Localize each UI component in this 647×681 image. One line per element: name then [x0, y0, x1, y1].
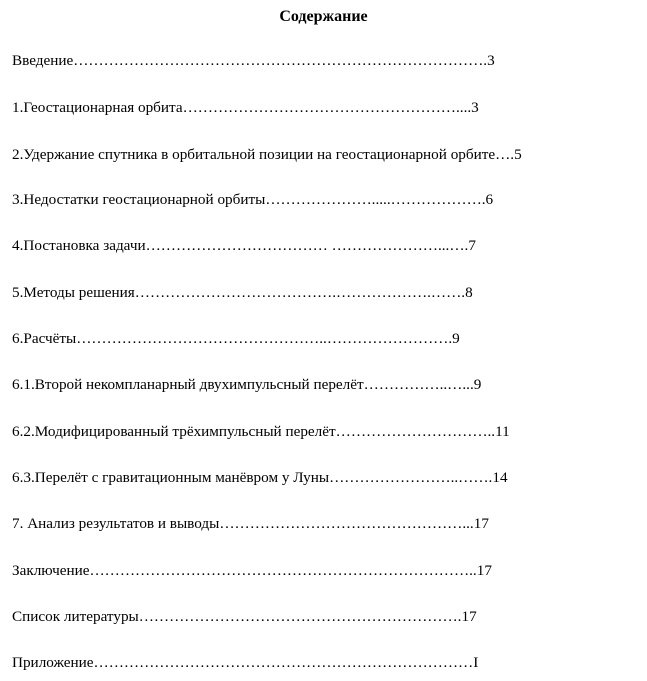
toc-entry-text: 7. Анализ результатов и выводы…………………………………………...17 — [12, 515, 489, 532]
toc-entry-text: 4.Постановка задачи……………………………… …………………...….7 — [12, 237, 476, 254]
toc-entry-6-2 — [12, 422, 510, 442]
toc-entry-text: Введение……………………………………………………………………….3 — [12, 52, 495, 69]
toc-entry-drawbacks — [12, 190, 493, 210]
toc-entry-text: 6.1.Второй некомпланарный двухимпульсный перелёт……………..…...9 — [12, 376, 482, 393]
toc-entry-text: Приложение…………………………………………………………………I — [12, 654, 479, 671]
toc-entry-text: 5.Методы решения………………………………….……………….…….8 — [12, 284, 473, 301]
toc-entry-references — [12, 607, 477, 627]
toc-entry-6-1 — [12, 375, 481, 395]
toc-entry-text: 6.Расчёты…………………………………………..…………………….9 — [12, 330, 460, 347]
toc-entry-text: Заключение…………………………………………………………………..17 — [12, 562, 492, 579]
toc-entry-problem-statement — [12, 236, 476, 256]
toc-entry-text: 3.Недостатки геостационарной орбиты………………….....……………….6 — [12, 191, 494, 208]
toc-entry-text: 6.2.Модифицированный трёхимпульсный перелёт…………………………..11 — [12, 423, 510, 440]
toc-entry-text: 2.Удержание спутника в орбитальной позиции на геостационарной орбите….5 — [12, 146, 522, 163]
page-title: Содержание — [279, 8, 368, 25]
toc-entry-appendix — [12, 653, 478, 673]
toc-entry-text: 1.Геостационарная орбита………………………………………………....3 — [12, 99, 479, 116]
toc-entry-introduction — [12, 51, 495, 71]
toc-entry-analysis — [12, 514, 489, 534]
toc-entry-text: 6.3.Перелёт с гравитационным манёвром у Луны……………………..…….14 — [12, 469, 508, 486]
toc-entry-6-3 — [12, 468, 508, 488]
toc-entry-conclusion — [12, 561, 492, 581]
toc-entry-station-keeping — [12, 145, 522, 165]
toc-entry-calculations — [12, 329, 460, 349]
toc-entry-text: Список литературы……………………………………………………….17 — [12, 608, 477, 625]
toc-entry-methods — [12, 283, 473, 303]
toc-entry-geostationary-orbit — [12, 98, 479, 118]
